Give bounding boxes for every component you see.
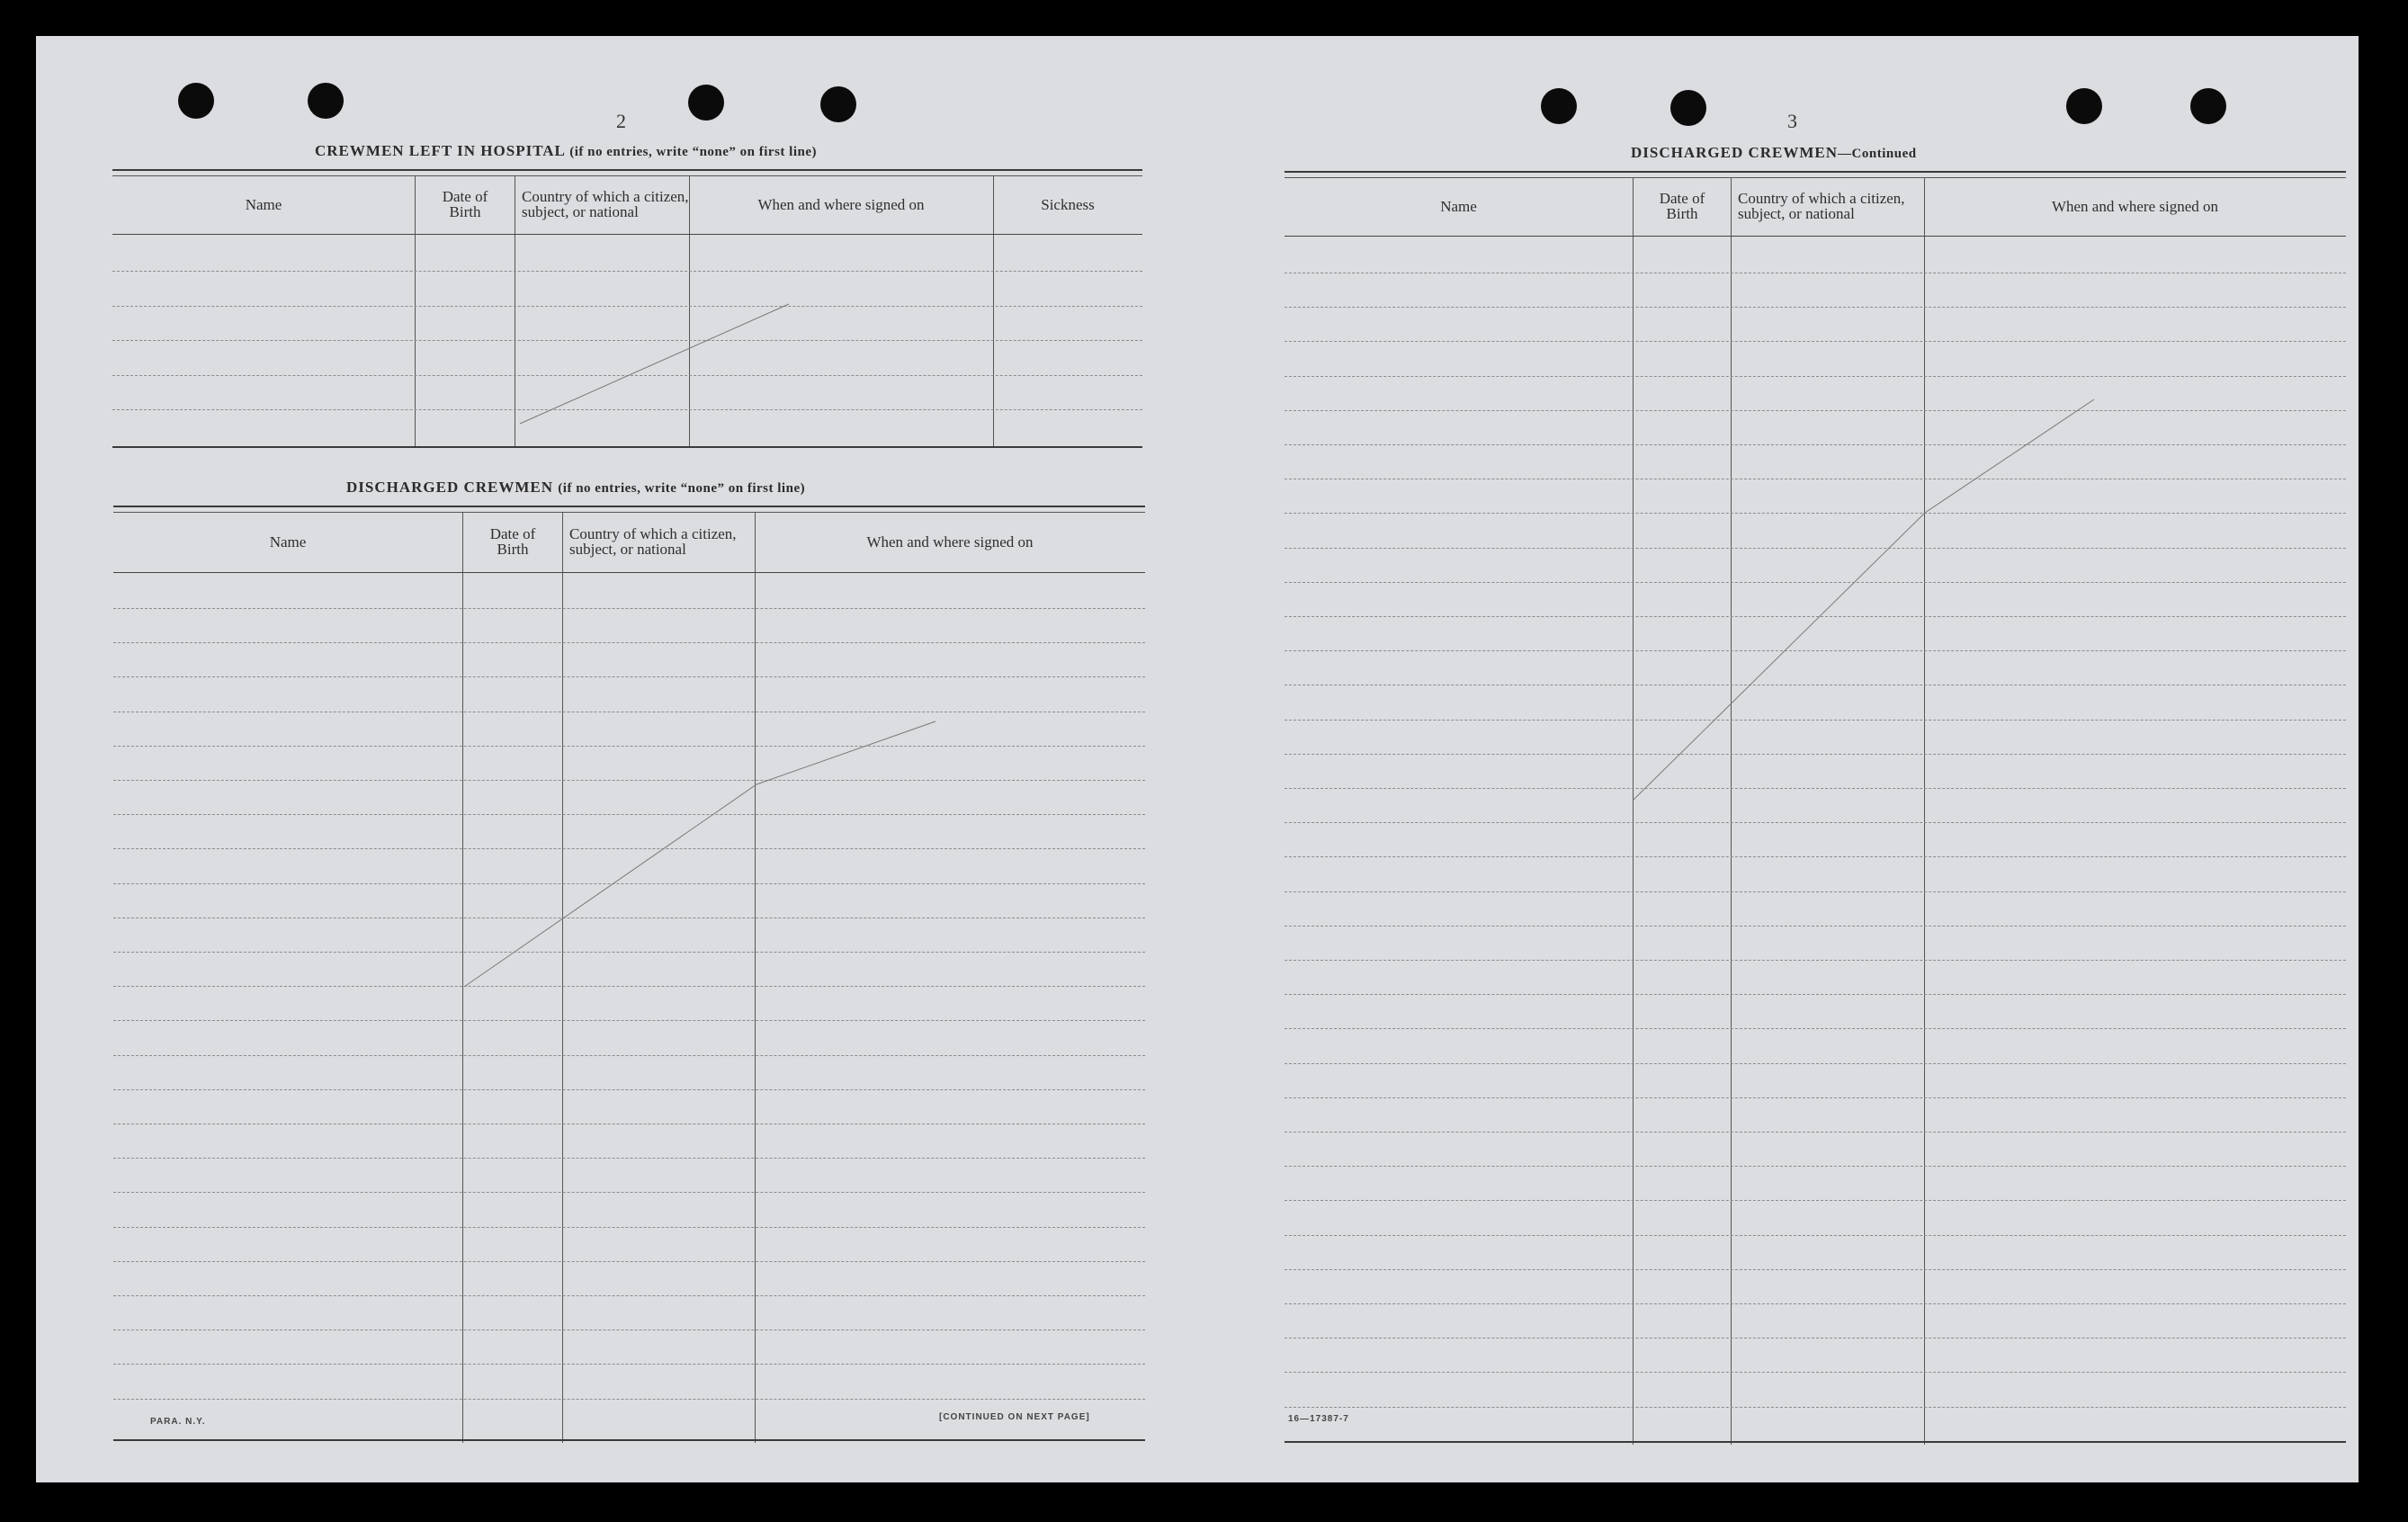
right-col-dob: Date of Birth — [1659, 190, 1705, 222]
footer-form-number: 16—17387-7 — [1288, 1414, 1349, 1424]
punch-hole — [1541, 88, 1577, 124]
right-col-when-where: When and where signed on — [2051, 197, 2219, 215]
discharged-title-note: (if no entries, write “none” on first line) — [558, 481, 806, 496]
hospital-col-sickness: Sickness — [1041, 195, 1095, 213]
hospital-title-note: (if no entries, write “none” on first line) — [569, 145, 817, 159]
strike-line — [112, 169, 1142, 450]
discharged-col-when-where: When and where signed on — [866, 533, 1034, 551]
discharged-table-left — [113, 506, 1145, 1446]
punch-hole — [820, 86, 856, 122]
footer-printer: PARA. N.Y. — [150, 1417, 206, 1427]
discharged-section-title — [346, 479, 805, 497]
document-sheet — [36, 36, 2359, 1482]
discharged-col-name: Name — [269, 533, 307, 551]
discharged-title-text: DISCHARGED CREWMEN — [346, 479, 554, 496]
hospital-table — [112, 169, 1142, 450]
hospital-col-when-where: When and where signed on — [757, 195, 925, 213]
strike-line — [113, 506, 1145, 1446]
strike-line — [1285, 171, 2346, 1448]
right-section-title — [1631, 144, 1917, 162]
punch-hole — [308, 83, 344, 119]
hospital-col-name: Name — [245, 195, 282, 213]
hospital-col-dob: Date of Birth — [442, 188, 488, 220]
page-number-left: 2 — [616, 110, 626, 132]
punch-hole — [688, 85, 724, 121]
right-col-country: Country of which a citizen, subject, or national — [1738, 190, 1905, 222]
punch-hole — [178, 83, 214, 119]
punch-hole — [2190, 88, 2226, 124]
page-number-right: 3 — [1787, 110, 1797, 132]
hospital-section-title — [315, 142, 817, 160]
right-col-name: Name — [1440, 197, 1477, 215]
right-title-continued: —Continued — [1838, 147, 1917, 161]
punch-hole — [2066, 88, 2102, 124]
discharged-col-country: Country of which a citizen, subject, or national — [569, 525, 737, 558]
discharged-table-right — [1285, 171, 2346, 1448]
footer-continued: [CONTINUED ON NEXT PAGE] — [939, 1412, 1090, 1422]
hospital-col-country: Country of which a citizen, subject, or national — [522, 188, 689, 220]
hospital-title-text: CREWMEN LEFT IN HOSPITAL — [315, 142, 565, 159]
right-title-text: DISCHARGED CREWMEN — [1631, 144, 1839, 161]
discharged-col-dob: Date of Birth — [489, 525, 536, 558]
punch-hole — [1670, 90, 1706, 126]
